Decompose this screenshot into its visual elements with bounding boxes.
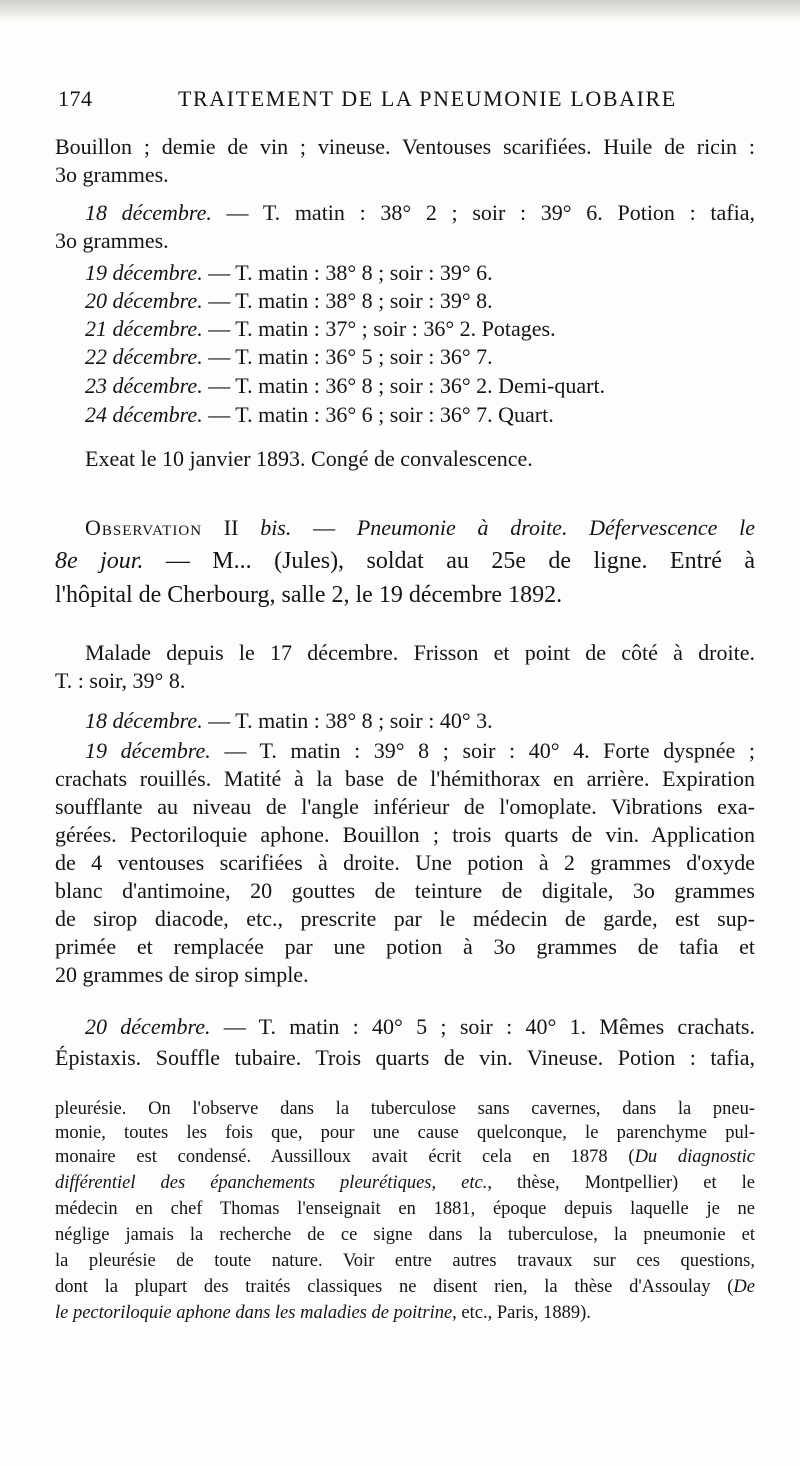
text-line: 23 décembre. — T. matin : 36° 8 ; soir : 36° 2. Demi-quart. [85,373,606,398]
observation-heading: Observation II bis. — Pneumonie à droite. Défervescence le [85,515,755,540]
footnote-line: pleurésie. On l'observe dans la tuberculose sans cavernes, dans la pneu- [55,1099,755,1119]
text-line: l'hôpital de Cherbourg, salle 2, le 19 décembre 1892. [55,582,563,608]
running-header [58,86,748,116]
running-title: TRAITEMENT DE LA PNEUMONIE LOBAIRE [178,86,677,111]
text-line: 18 décembre. — T. matin : 38° 2 ; soir : 39° 6. Potion : tafia, [85,200,755,225]
text-line: de sirop diacode, etc., prescrite par le médecin de garde, est sup- [55,906,755,931]
text-line: 19 décembre. — T. matin : 39° 8 ; soir : 40° 4. Forte dyspnée ; [85,738,755,763]
footnote-line: dont la plupart des traités classiques ne disent rien, la thèse d'Assoulay (De [55,1277,755,1297]
text-line: 3o grammes. [55,162,169,187]
text-line: 22 décembre. — T. matin : 36° 5 ; soir : 36° 7. [85,344,493,369]
text-line: Bouillon ; demie de vin ; vineuse. Ventouses scarifiées. Huile de ricin : [55,134,755,159]
text-line: 20 grammes de sirop simple. [55,962,309,987]
text-line: 20 décembre. — T. matin : 38° 8 ; soir : 39° 8. [85,288,493,313]
text-line: Exeat le 10 janvier 1893. Congé de convalescence. [85,446,533,471]
footnote-line: médecin en chef Thomas l'enseignait en 1881, époque depuis laquelle je ne [55,1199,755,1219]
text-line: soufflante au niveau de l'angle inférieur de l'omoplate. Vibrations exa- [55,794,755,819]
text-line: T. : soir, 39° 8. [55,668,186,693]
footnote-line: monie, toutes les fois que, pour une cause quelconque, le parenchyme pul- [55,1123,755,1143]
text-line: Malade depuis le 17 décembre. Frisson et point de côté à droite. [85,640,755,665]
text-line: 20 décembre. — T. matin : 40° 5 ; soir : 40° 1. Mêmes crachats. [85,1014,755,1039]
text-line: Épistaxis. Souffle tubaire. Trois quarts de vin. Vineuse. Potion : tafia, [55,1045,755,1070]
text-line: 3o grammes. [55,228,169,253]
text-line: gérées. Pectoriloquie aphone. Bouillon ; trois quarts de vin. Application [55,822,755,847]
footnote-line: néglige jamais la recherche de ce signe dans la tuberculose, la pneumonie et [55,1225,755,1245]
footnote-line: différentiel des épanchements pleurétiques, etc., thèse, Montpellier) et le [55,1173,755,1193]
text-line: primée et remplacée par une potion à 3o grammes de tafia et [55,934,755,959]
text-line: crachats rouillés. Matité à la base de l'hémithorax en arrière. Expiration [55,766,755,791]
text-line: 21 décembre. — T. matin : 37° ; soir : 36° 2. Potages. [85,316,556,341]
text-line: 19 décembre. — T. matin : 38° 8 ; soir : 39° 6. [85,260,493,285]
text-line: 24 décembre. — T. matin : 36° 6 ; soir : 36° 7. Quart. [85,402,554,427]
text-line: de 4 ventouses scarifiées à droite. Une potion à 2 grammes d'oxyde [55,850,755,875]
text-line: 18 décembre. — T. matin : 38° 8 ; soir : 40° 3. [85,708,493,733]
text-line: blanc d'antimoine, 20 gouttes de teinture de digitale, 3o grammes [55,878,755,903]
footnote-line: monaire est condensé. Aussilloux avait écrit cela en 1878 (Du diagnostic [55,1147,755,1167]
text-line: 8e jour. — M... (Jules), soldat au 25e de ligne. Entré à [55,548,755,574]
page-edge-shadow [0,0,800,22]
footnote-line: le pectoriloquie aphone dans les maladies de poitrine, etc., Paris, 1889). [55,1303,591,1323]
page-number: 174 [58,86,93,111]
footnote-line: la pleurésie de toute nature. Voir entre autres travaux sur ces questions, [55,1251,755,1271]
